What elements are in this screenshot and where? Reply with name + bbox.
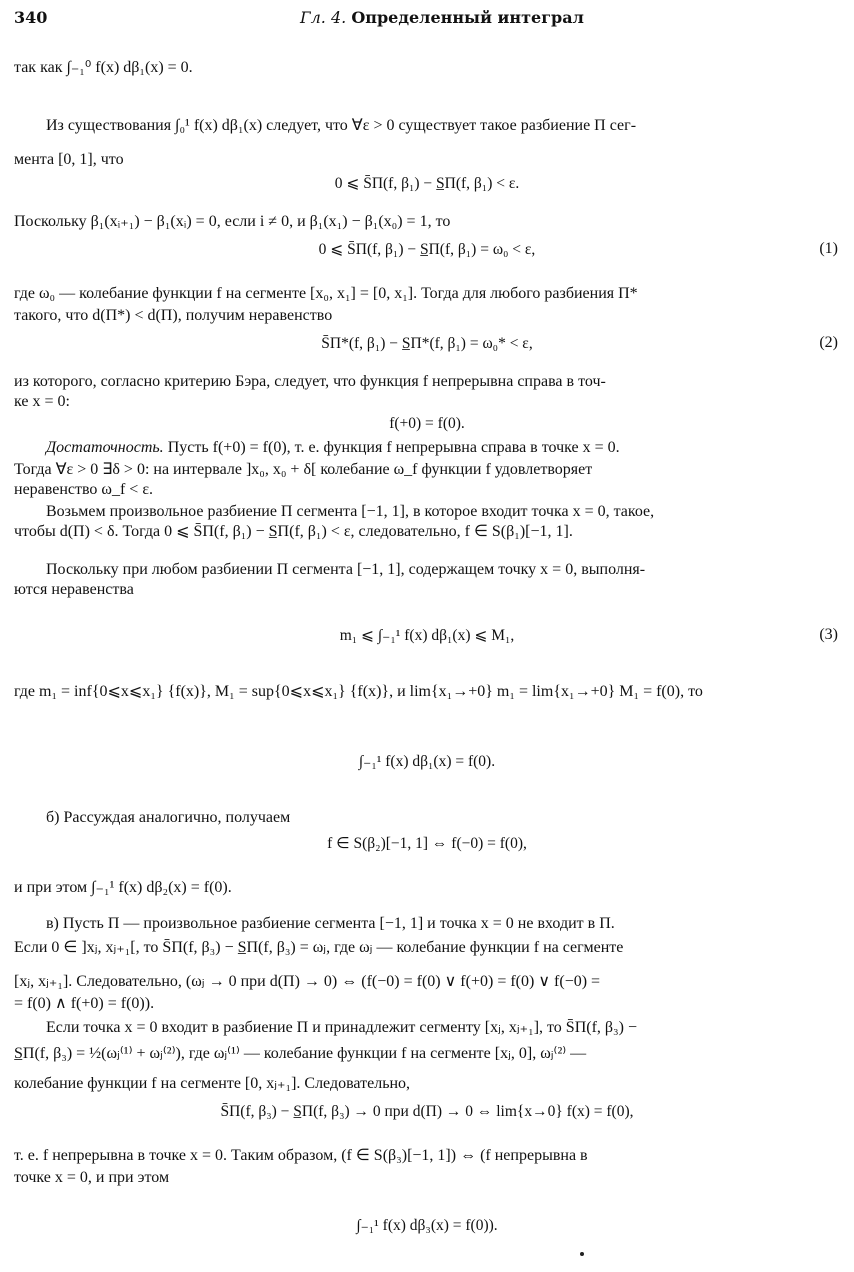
text-line: такого, что d(Π*) < d(Π), получим неравенство [14, 307, 333, 324]
text-line: Если 0 ∈ ]xⱼ, xⱼ₊₁[, то S̄Π(f, β₃) − S̲Π(f, β₃) = ωⱼ, где ωⱼ — колебание функции f на сегменте [14, 939, 624, 956]
text-line: Поскольку β₁(xᵢ₊₁) − β₁(xᵢ) = 0, если i ≠ 0, и β₁(x₁) − β₁(x₀) = 1, то [14, 213, 451, 230]
equation: ∫₋₁¹ f(x) dβ₃(x) = f(0)). [356, 1217, 498, 1234]
text-line: мента [0, 1], что [14, 151, 124, 168]
text-line: [xⱼ, xⱼ₊₁]. Следовательно, (ωⱼ → 0 при d(Π) → 0) ⇔ (f(−0) = f(0) ∨ f(+0) = f(0) ∨ f(−0) = [14, 973, 601, 990]
equation: S̄Π(f, β₃) − S̲Π(f, β₃) → 0 при d(Π) → 0 ⇔ lim{x→0} f(x) = f(0), [220, 1103, 634, 1120]
equation: ∫₋₁¹ f(x) dβ₁(x) = f(0). [358, 753, 496, 770]
equation-number: (1) [819, 240, 838, 257]
equation-number: (3) [819, 626, 838, 643]
equation: m₁ ⩽ ∫₋₁¹ f(x) dβ₁(x) ⩽ M₁, [339, 627, 515, 644]
text-line: Поскольку при любом разбиении Π сегмента [−1, 1], содержащем точку x = 0, выполня- [46, 561, 646, 578]
equation: f ∈ S(β₂)[−1, 1] ⇔ f(−0) = f(0), [327, 835, 527, 852]
text-line: где ω₀ — колебание функции f на сегменте [x₀, x₁] = [0, x₁]. Тогда для любого разбиения Π* [14, 285, 638, 302]
text-line: неравенство ω_f < ε. [14, 481, 154, 498]
section-label: Достаточность. [46, 439, 164, 456]
text-line: из которого, согласно критерию Бэра, следует, что функция f непрерывна справа в точ- [14, 373, 606, 390]
text-span: Пусть f(+0) = f(0), т. е. функция f непрерывна справа в точке x = 0. [163, 439, 620, 456]
equation-number: (2) [819, 334, 838, 351]
text-line: б) Рассуждая аналогично, получаем [46, 809, 291, 826]
chapter-title: Определенный интеграл [351, 8, 584, 27]
text-line: точке x = 0, и при этом [14, 1169, 170, 1186]
equation: S̄Π*(f, β₁) − S̲Π*(f, β₁) = ω₀* < ε, [321, 335, 533, 352]
running-header [300, 8, 584, 28]
text-line: Если точка x = 0 входит в разбиение Π и принадлежит сегменту [xⱼ, xⱼ₊₁], то S̄Π(f, β₃) − [46, 1019, 637, 1036]
text-line: колебание функции f на сегменте [0, xⱼ₊₁]. Следовательно, [14, 1075, 411, 1092]
text-line: ке x = 0: [14, 393, 70, 410]
text-line: Из существования ∫₀¹ f(x) dβ₁(x) следует, что ∀ε > 0 существует такое разбиение Π сег- [46, 117, 637, 134]
text-line: в) Пусть Π — произвольное разбиение сегмента [−1, 1] и точка x = 0 не входит в Π. [46, 915, 615, 932]
equation: f(+0) = f(0). [389, 415, 465, 432]
text-line: где m₁ = inf{0⩽x⩽x₁} {f(x)}, M₁ = sup{0⩽x⩽x₁} {f(x)}, и lim{x₁→+0} m₁ = lim{x₁→+0} M₁ = f(0), то [14, 683, 703, 700]
text-line: и при этом ∫₋₁¹ f(x) dβ₂(x) = f(0). [14, 879, 232, 896]
equation: 0 ⩽ S̄Π(f, β₁) − S̲Π(f, β₁) < ε. [334, 175, 520, 192]
text-line: ются неравенства [14, 581, 134, 598]
text-line [46, 438, 620, 458]
chapter-prefix: Гл. 4. [300, 8, 347, 27]
text-line: чтобы d(Π) < δ. Тогда 0 ⩽ S̄Π(f, β₁) − S̲Π(f, β₁) < ε, следовательно, f ∈ S(β₁)[−1, 1]. [14, 523, 573, 540]
text-line: S̲Π(f, β₃) = ½(ωⱼ⁽¹⁾ + ωⱼ⁽²⁾), где ωⱼ⁽¹⁾ — колебание функции f на сегменте [xⱼ, 0], ωⱼ⁽²⁾ — [14, 1045, 587, 1062]
text-line: т. е. f непрерывна в точке x = 0. Таким образом, (f ∈ S(β₃)[−1, 1]) ⇔ (f непрерывна в [14, 1147, 588, 1164]
ink-speck [580, 1252, 584, 1256]
text-line: = f(0) ∧ f(+0) = f(0)). [14, 995, 155, 1012]
text-line: Тогда ∀ε > 0 ∃δ > 0: на интервале ]x₀, x₀ + δ[ колебание ω_f функции f удовлетворяет [14, 461, 593, 478]
page-number: 340 [14, 8, 48, 27]
equation: 0 ⩽ S̄Π(f, β₁) − S̲Π(f, β₁) = ω₀ < ε, [318, 241, 536, 258]
text-line: так как ∫₋₁⁰ f(x) dβ₁(x) = 0. [14, 59, 193, 76]
text-line: Возьмем произвольное разбиение Π сегмента [−1, 1], в которое входит точка x = 0, такое, [46, 503, 655, 520]
